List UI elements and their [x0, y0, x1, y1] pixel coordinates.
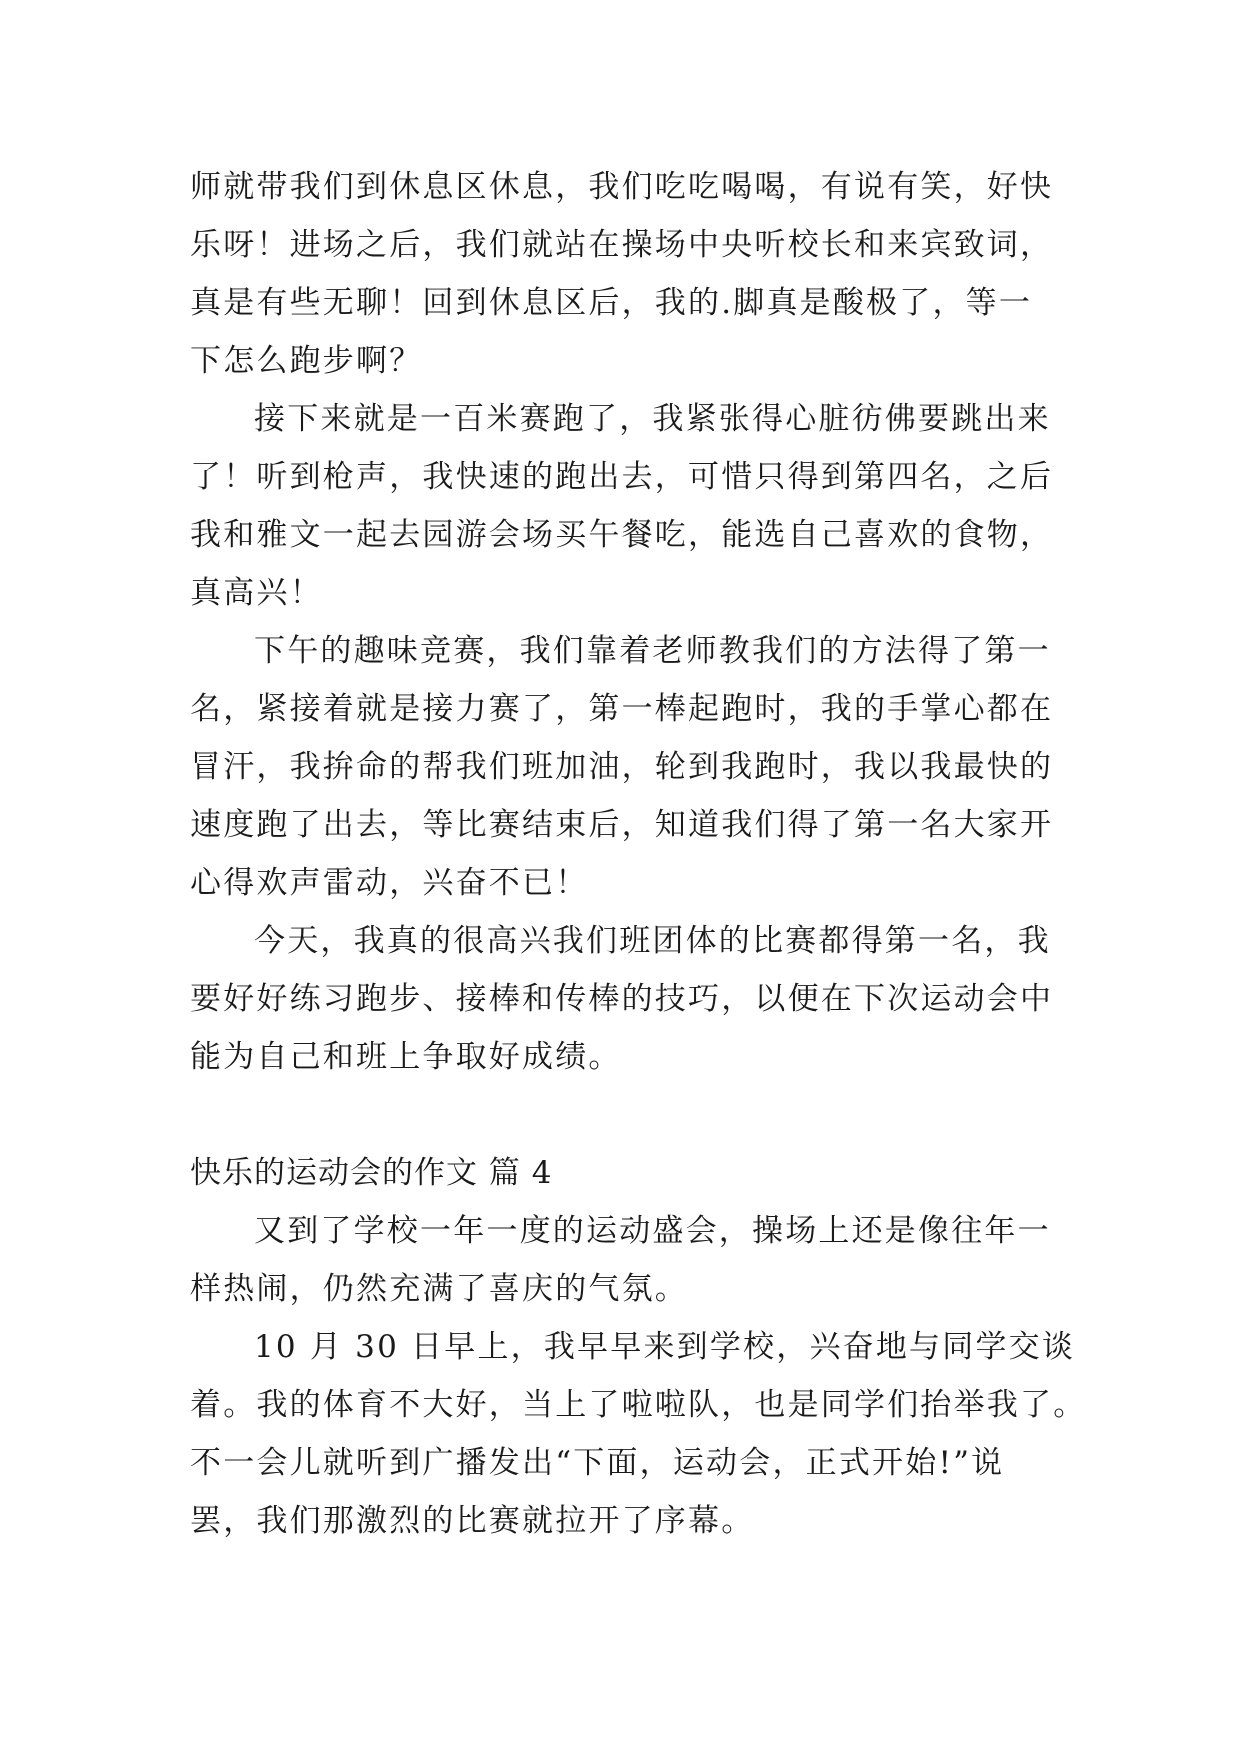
text-line: 着。我的体育不大好，当上了啦啦队，也是同学们抬举我了。	[190, 1387, 1087, 1423]
text-line: 今天，我真的很高兴我们班团体的比赛都得第一名，我	[254, 923, 1051, 959]
text-line: 样热闹，仍然充满了喜庆的气氛。	[190, 1271, 688, 1307]
document-body	[190, 158, 1087, 1550]
text-line: 10 月 30 日早上，我早早来到学校，兴奋地与同学交谈	[254, 1329, 1076, 1365]
text-line: 接下来就是一百米赛跑了，我紧张得心脏彷佛要跳出来	[254, 401, 1051, 437]
paragraph-spacer	[190, 1086, 1070, 1144]
text-line: 能为自己和班上争取好成绩。	[190, 1039, 622, 1075]
text-line: 乐呀！进场之后，我们就站在操场中央听校长和来宾致词，	[190, 227, 1054, 263]
paragraph	[190, 1202, 1070, 1318]
paragraph	[190, 912, 1070, 1086]
text-line: 下午的趣味竞赛，我们靠着老师教我们的方法得了第一	[254, 633, 1051, 669]
text-line: 了！听到枪声，我快速的跑出去，可惜只得到第四名，之后	[190, 459, 1054, 495]
text-line: 名，紧接着就是接力赛了，第一棒起跑时，我的手掌心都在	[190, 691, 1054, 727]
text-line: 我和雅文一起去园游会场买午餐吃，能选自己喜欢的食物，	[190, 517, 1054, 553]
paragraph	[190, 622, 1070, 912]
section-heading: 快乐的运动会的作文 篇 4	[190, 1155, 553, 1191]
paragraph	[190, 158, 1070, 390]
text-line: 罢，我们那激烈的比赛就拉开了序幕。	[190, 1503, 755, 1539]
text-line: 速度跑了出去，等比赛结束后，知道我们得了第一名大家开	[190, 807, 1054, 843]
text-line: 下怎么跑步啊？	[190, 343, 423, 379]
text-line: 师就带我们到休息区休息，我们吃吃喝喝，有说有笑，好快	[190, 169, 1054, 205]
paragraph	[190, 390, 1070, 622]
text-line: 真高兴！	[190, 575, 323, 611]
text-line: 冒汗，我拚命的帮我们班加油，轮到我跑时，我以我最快的	[190, 749, 1054, 785]
paragraph	[190, 1318, 1087, 1550]
text-line: 要好好练习跑步、接棒和传棒的技巧，以便在下次运动会中	[190, 981, 1054, 1017]
text-line: 心得欢声雷动，兴奋不已！	[190, 865, 589, 901]
text-line: 又到了学校一年一度的运动盛会，操场上还是像往年一	[254, 1213, 1051, 1249]
text-line: 真是有些无聊！回到休息区后，我的.脚真是酸极了，等一	[190, 285, 1033, 321]
text-line: 不一会儿就听到广播发出“下面，运动会，正式开始!”说	[190, 1445, 1005, 1481]
